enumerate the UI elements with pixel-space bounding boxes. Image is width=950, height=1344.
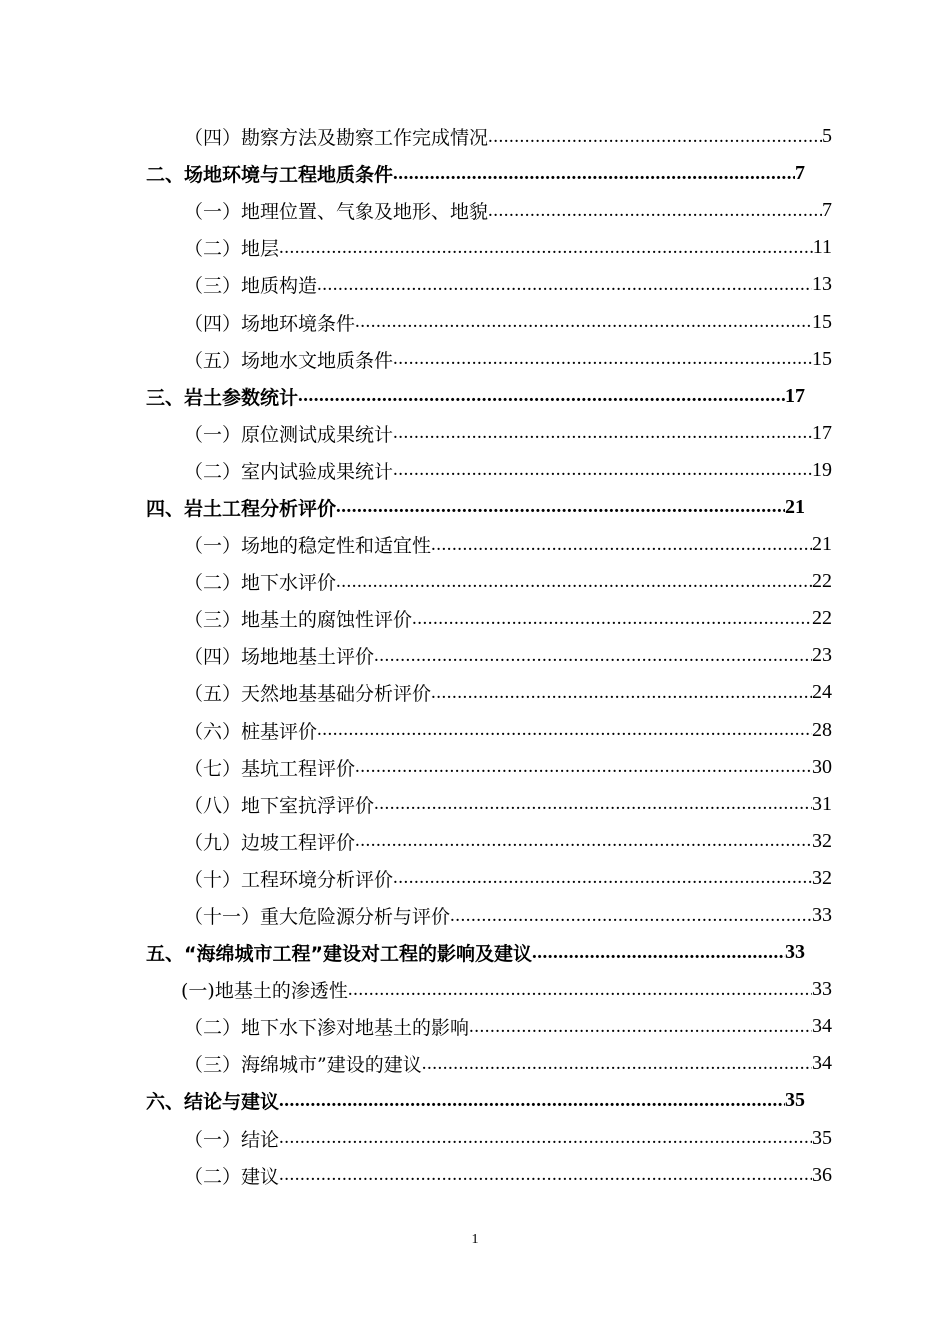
toc-dot-leader xyxy=(279,1127,812,1149)
toc-entry-page: 11 xyxy=(812,236,832,259)
toc-dot-leader xyxy=(317,719,812,741)
toc-section-entry[interactable] xyxy=(181,971,832,1008)
toc-entry-label: （二）地下水下渗对地基土的影响 xyxy=(184,1017,470,1040)
toc-entry-page: 15 xyxy=(812,347,832,370)
toc-entry-page: 33 xyxy=(812,978,832,1001)
toc-entry-label: 三、岩土参数统计 xyxy=(146,386,299,409)
toc-section-entry[interactable] xyxy=(184,192,832,229)
toc-section-entry[interactable] xyxy=(184,712,832,749)
toc-entry-page: 22 xyxy=(812,607,832,630)
toc-entry-label: （十）工程环境分析评价 xyxy=(184,868,394,891)
toc-entry-label: （五）天然地基基础分析评价 xyxy=(184,683,432,706)
toc-dot-leader xyxy=(393,348,812,370)
toc-entry-label: （九）边坡工程评价 xyxy=(184,831,356,854)
toc-dot-leader xyxy=(393,867,812,889)
toc-chapter-entry[interactable] xyxy=(146,1082,805,1119)
toc-entry-label: （五）场地水文地质条件 xyxy=(184,349,394,372)
toc-chapter-entry[interactable] xyxy=(146,934,805,971)
toc-dot-leader xyxy=(355,756,812,778)
toc-entry-page: 32 xyxy=(812,866,832,889)
toc-entry-label: (一)地基土的渗透性 xyxy=(181,980,348,1003)
toc-entry-page: 36 xyxy=(812,1163,832,1186)
toc-dot-leader xyxy=(317,274,812,296)
toc-entry-label: （八）地下室抗浮评价 xyxy=(184,794,375,817)
toc-entry-label: 二、场地环境与工程地质条件 xyxy=(146,164,394,187)
toc-entry-page: 30 xyxy=(812,755,832,778)
toc-entry-page: 7 xyxy=(795,162,805,185)
toc-entry-label: （二）室内试验成果统计 xyxy=(184,460,394,483)
toc-entry-page: 33 xyxy=(812,904,832,927)
toc-dot-leader xyxy=(298,385,785,407)
toc-dot-leader xyxy=(355,830,812,852)
toc-dot-leader xyxy=(450,905,812,927)
toc-entry-page: 21 xyxy=(812,533,832,556)
toc-entry-label: 五、“海绵城市工程”建设对工程的影响及建议 xyxy=(146,943,532,966)
toc-dot-leader xyxy=(469,1016,812,1038)
toc-entry-label: （三）地基土的腐蚀性评价 xyxy=(184,609,413,632)
toc-entry-page: 19 xyxy=(812,458,832,481)
toc-dot-leader xyxy=(393,422,812,444)
toc-dot-leader xyxy=(431,534,812,556)
toc-entry-page: 34 xyxy=(812,1015,832,1038)
toc-entry-page: 31 xyxy=(812,792,832,815)
toc-dot-leader xyxy=(431,682,812,704)
toc-entry-label: （二）建议 xyxy=(184,1165,280,1188)
toc-entry-page: 35 xyxy=(785,1089,805,1112)
toc-entry-label: （二）地层 xyxy=(184,238,280,261)
toc-dot-leader xyxy=(488,126,822,148)
toc-entry-page: 35 xyxy=(812,1126,832,1149)
toc-dot-leader xyxy=(422,1053,812,1075)
toc-section-entry[interactable] xyxy=(184,1008,832,1045)
toc-dot-leader xyxy=(488,200,822,222)
toc-section-entry[interactable] xyxy=(184,637,832,674)
page-number: 1 xyxy=(471,1232,479,1247)
toc-dot-leader xyxy=(336,496,785,518)
toc-entry-page: 34 xyxy=(812,1052,832,1075)
toc-chapter-entry[interactable] xyxy=(146,155,805,192)
toc-section-entry[interactable] xyxy=(184,341,832,378)
toc-entry-page: 7 xyxy=(822,199,832,222)
toc-entry-label: 六、结论与建议 xyxy=(146,1091,280,1114)
toc-section-entry[interactable] xyxy=(184,897,832,934)
toc-section-entry[interactable] xyxy=(184,118,832,155)
toc-entry-page: 13 xyxy=(812,273,832,296)
toc-dot-leader xyxy=(412,608,812,630)
toc-section-entry[interactable] xyxy=(184,266,832,303)
toc-entry-label: （十一）重大危险源分析与评价 xyxy=(184,906,451,929)
toc-chapter-entry[interactable] xyxy=(146,489,805,526)
toc-entry-label: （一）地理位置、气象及地形、地貌 xyxy=(184,201,489,224)
toc-section-entry[interactable] xyxy=(184,1120,832,1157)
toc-entry-page: 28 xyxy=(812,718,832,741)
toc-entry-label: （七）基坑工程评价 xyxy=(184,757,356,780)
toc-dot-leader xyxy=(355,311,812,333)
toc-entry-page: 32 xyxy=(812,829,832,852)
toc-dot-leader xyxy=(279,1164,812,1186)
toc-section-entry[interactable] xyxy=(184,229,832,266)
toc-section-entry[interactable] xyxy=(184,1157,832,1194)
toc-dot-leader xyxy=(279,1090,785,1112)
toc-section-entry[interactable] xyxy=(184,1045,832,1082)
toc-entry-page: 24 xyxy=(812,681,832,704)
toc-dot-leader xyxy=(374,793,812,815)
toc-dot-leader xyxy=(532,942,785,964)
toc-section-entry[interactable] xyxy=(184,749,832,786)
toc-dot-leader xyxy=(374,645,812,667)
toc-entry-page: 23 xyxy=(812,644,832,667)
toc-section-entry[interactable] xyxy=(184,823,832,860)
toc-dot-leader xyxy=(279,237,813,259)
toc-dot-leader xyxy=(393,459,812,481)
toc-section-entry[interactable] xyxy=(184,674,832,711)
toc-dot-leader xyxy=(336,571,812,593)
toc-section-entry[interactable] xyxy=(184,526,832,563)
toc-entry-label: （二）地下水评价 xyxy=(184,572,337,595)
toc-dot-leader xyxy=(393,163,795,185)
toc-section-entry[interactable] xyxy=(184,786,832,823)
toc-entry-label: （三）海绵城市”建设的建议 xyxy=(184,1054,422,1077)
toc-section-entry[interactable] xyxy=(184,452,832,489)
toc-entry-page: 21 xyxy=(785,495,805,518)
toc-entry-label: （四）勘察方法及勘察工作完成情况 xyxy=(184,127,489,150)
toc-entry-label: （三）地质构造 xyxy=(184,275,318,298)
toc-entry-page: 17 xyxy=(812,421,832,444)
toc-dot-leader xyxy=(348,979,812,1001)
toc-section-entry[interactable] xyxy=(184,600,832,637)
toc-entry-label: （一）结论 xyxy=(184,1128,280,1151)
toc-entry-label: （六）桩基评价 xyxy=(184,720,318,743)
toc-entry-page: 22 xyxy=(812,570,832,593)
toc-section-entry[interactable] xyxy=(184,563,832,600)
toc-entry-label: （一）场地的稳定性和适宜性 xyxy=(184,535,432,558)
toc-entry-label: （四）场地环境条件 xyxy=(184,312,356,335)
toc-entry-page: 17 xyxy=(785,384,805,407)
toc-entry-page: 5 xyxy=(822,125,832,148)
toc-section-entry[interactable] xyxy=(184,303,832,340)
toc-entry-page: 15 xyxy=(812,310,832,333)
toc-entry-label: （四）场地地基土评价 xyxy=(184,646,375,669)
toc-section-entry[interactable] xyxy=(184,415,832,452)
toc-entry-label: 四、岩土工程分析评价 xyxy=(146,497,337,520)
table-of-contents xyxy=(0,118,950,1194)
toc-section-entry[interactable] xyxy=(184,860,832,897)
toc-entry-label: （一）原位测试成果统计 xyxy=(184,423,394,446)
toc-chapter-entry[interactable] xyxy=(146,378,805,415)
toc-entry-page: 33 xyxy=(785,941,805,964)
